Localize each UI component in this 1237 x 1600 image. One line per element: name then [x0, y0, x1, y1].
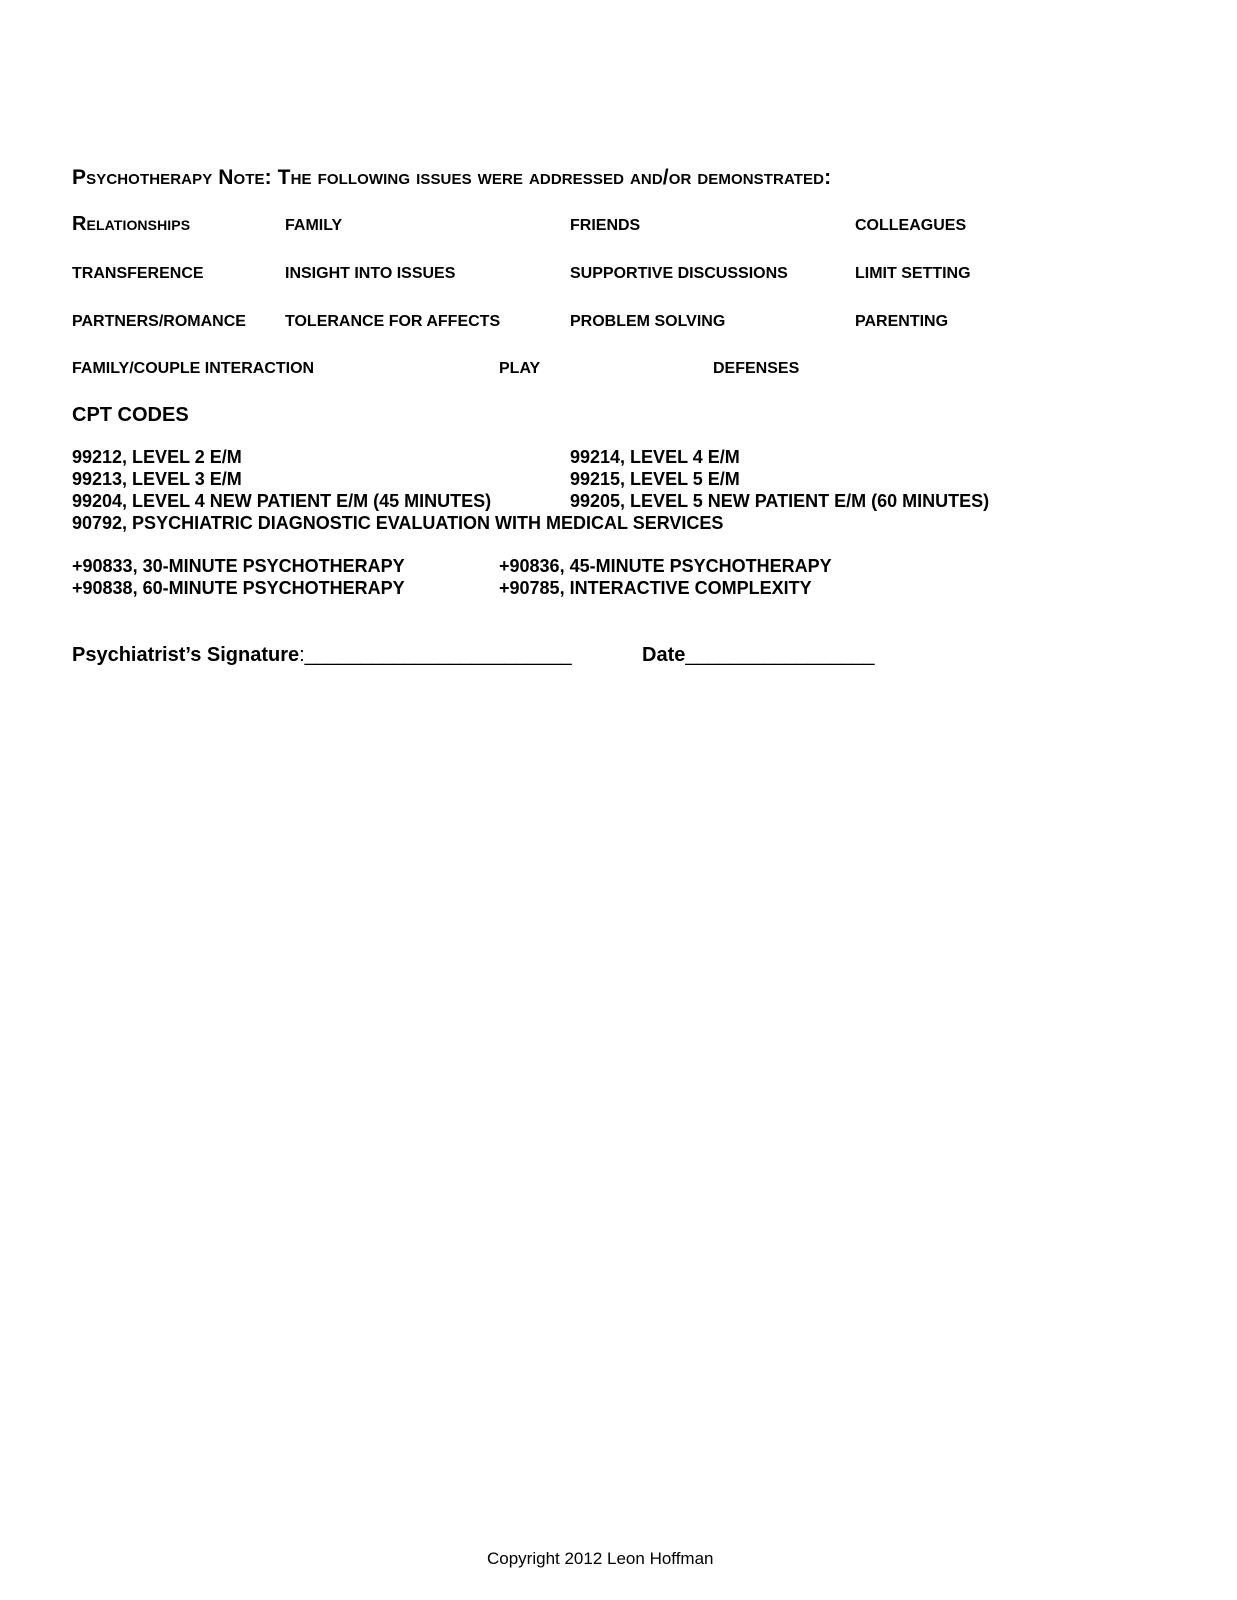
cpt-code-99215: 99215, LEVEL 5 E/M	[570, 469, 740, 489]
date-label: Date	[642, 644, 686, 666]
cpt-code-90838: +90838, 60-MINUTE PSYCHOTHERAPY	[72, 578, 405, 598]
issue-friends: FRIENDS	[570, 217, 641, 234]
issue-defenses: DEFENSES	[713, 360, 800, 377]
signature-label: Psychiatrist’s Signature	[72, 644, 300, 666]
cpt-codes-title: CPT CODES	[72, 404, 189, 426]
cpt-code-90792: 90792, PSYCHIATRIC DIAGNOSTIC EVALUATION WITH MEDICAL SERVICES	[72, 513, 724, 533]
issue-play: PLAY	[499, 360, 541, 377]
cpt-code-99212: 99212, LEVEL 2 E/M	[72, 447, 242, 467]
issue-limit-setting: LIMIT SETTING	[855, 265, 971, 282]
issue-transference: TRANSFERENCE	[72, 265, 204, 282]
cpt-code-99204: 99204, LEVEL 4 NEW PATIENT E/M (45 MINUTES)	[72, 491, 492, 511]
issue-supportive-discussions: SUPPORTIVE DISCUSSIONS	[570, 265, 788, 282]
issue-family-couple-interaction: FAMILY/COUPLE INTERACTION	[72, 360, 315, 377]
cpt-code-90833: +90833, 30-MINUTE PSYCHOTHERAPY	[72, 556, 405, 576]
date-field[interactable]: _________________	[685, 644, 875, 666]
issue-colleagues: COLLEAGUES	[855, 217, 967, 234]
issue-insight-into-issues: INSIGHT INTO ISSUES	[285, 265, 456, 282]
issue-parenting: PARENTING	[855, 313, 949, 330]
note-heading: Psychotherapy Note: The following issues were addressed and/or demonstrated:	[72, 166, 832, 189]
date-line	[642, 644, 874, 667]
issue-family: FAMILY	[285, 217, 343, 234]
copyright-footer: Copyright 2012 Leon Hoffman	[487, 1549, 714, 1568]
cpt-code-99213: 99213, LEVEL 3 E/M	[72, 469, 242, 489]
issue-tolerance-for-affects: TOLERANCE FOR AFFECTS	[285, 313, 501, 330]
cpt-code-90785: +90785, INTERACTIVE COMPLEXITY	[499, 578, 812, 598]
cpt-code-99205: 99205, LEVEL 5 NEW PATIENT E/M (60 MINUTES)	[570, 491, 990, 511]
signature-field[interactable]: :________________________	[299, 644, 572, 666]
issue-problem-solving: PROBLEM SOLVING	[570, 313, 726, 330]
issue-partners-romance: PARTNERS/ROMANCE	[72, 313, 246, 330]
issue-relationships: Relationships	[72, 213, 191, 235]
cpt-code-99214: 99214, LEVEL 4 E/M	[570, 447, 740, 467]
signature-line	[72, 644, 572, 667]
cpt-code-90836: +90836, 45-MINUTE PSYCHOTHERAPY	[499, 556, 832, 576]
